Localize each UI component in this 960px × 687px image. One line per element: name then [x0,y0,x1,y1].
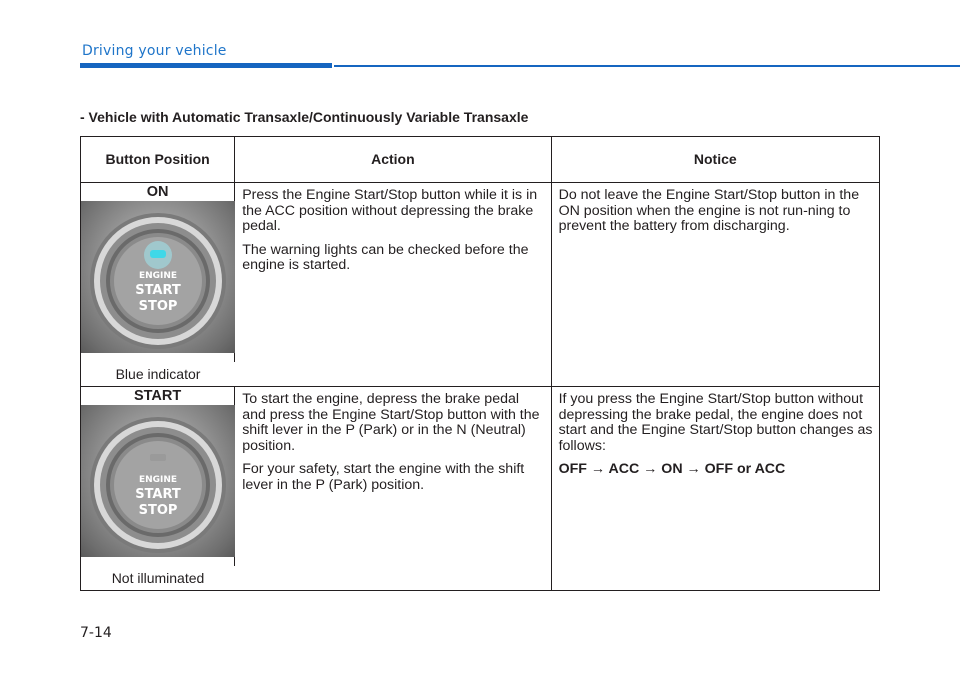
action-cell [235,387,551,591]
table-row [81,183,880,387]
position-cell [81,183,235,387]
indicator-light-icon [150,250,166,258]
table-row [81,387,880,591]
position-label: START [133,388,182,404]
engine-start-button-image [81,201,235,353]
notice-cell [551,387,879,591]
header-button-position: Button Position [81,137,235,183]
position-caption: Not illuminated [81,566,235,590]
notice-text: If you press the Engine Start/Stop button without depressing the brake pedal, the engine does not start and the Engine Start/Stop button changes as follows: [558,391,873,454]
button-text-engine: ENGINE [138,271,178,281]
notice-text: Do not leave the Engine Start/Stop button in the ON position when the engine is not run-ning to prevent the battery from discharging. [558,187,860,234]
action-cell [235,183,551,387]
action-text: For your safety, start the engine with the shift lever in the P (Park) position. [242,461,525,493]
button-position-table [80,136,880,591]
action-text: To start the engine, depress the brake pedal and press the Engine Start/Stop button with the shift lever in the P (Park) or in the N (Neutral) position. [242,391,540,454]
header-action: Action [235,137,551,183]
position-cell [81,387,235,591]
header-rule-accent [80,63,332,68]
indicator-light-icon [150,454,166,461]
button-text-stop: STOP [138,299,178,314]
button-text-start: START [135,487,181,502]
button-text-engine: ENGINE [138,475,178,485]
section-title: Driving your vehicle [82,43,227,59]
notice-sequence: OFF → ACC → ON → OFF or ACC [558,461,786,477]
page-subtitle: - Vehicle with Automatic Transaxle/Continuously Variable Transaxle [80,109,529,125]
header-rule [334,65,960,67]
button-text-start: START [135,283,181,298]
notice-cell [551,183,879,387]
action-text: The warning lights can be checked before the engine is started. [242,241,529,273]
position-caption: Blue indicator [81,362,235,386]
page-number: 7-14 [80,625,112,641]
action-text: Press the Engine Start/Stop button while it is in the ACC position without depressing the brake pedal. [242,187,538,234]
button-text-stop: STOP [138,503,178,518]
position-label: ON [146,184,169,200]
table-header-row [81,137,880,183]
header-notice: Notice [551,137,879,183]
engine-start-button-image [81,405,235,557]
